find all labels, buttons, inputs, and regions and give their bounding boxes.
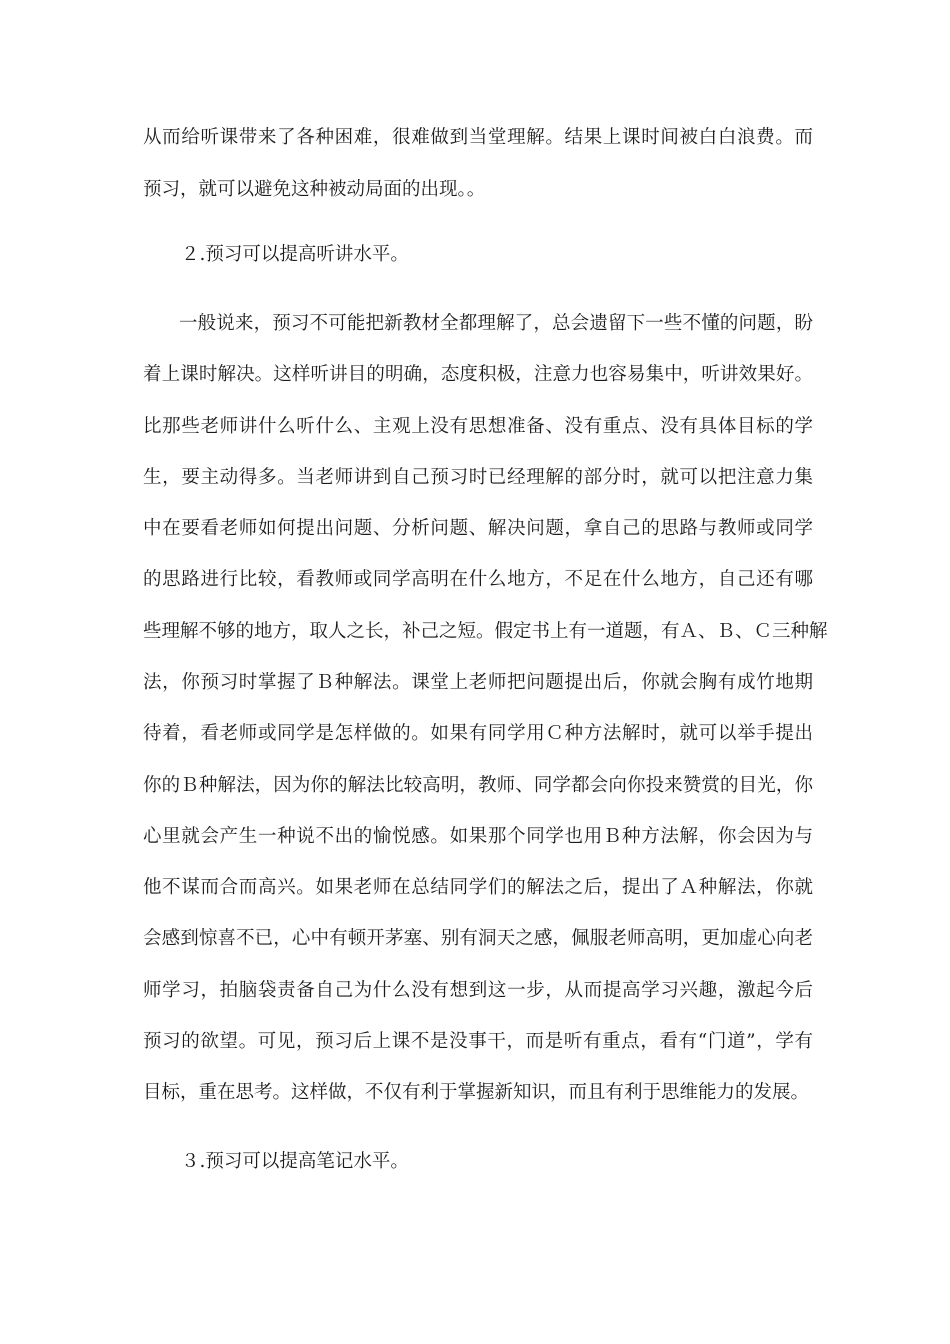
paragraph-2-line-8: 法，你预习时掌握了Ｂ种解法。课堂上老师把问题提出后，你就会胸有成竹地期 <box>143 672 813 693</box>
section-heading-2: ２.预习可以提高听讲水平。 <box>181 244 409 265</box>
paragraph-2-line-14: 师学习，拍脑袋责备自己为什么没有想到这一步，从而提高学习兴趣，激起今后 <box>143 980 813 1001</box>
paragraph-2-line-13: 会感到惊喜不已，心中有顿开茅塞、别有洞天之感，佩服老师高明，更加虚心向老 <box>143 928 813 949</box>
section-heading-3: ３.预习可以提高笔记水平。 <box>181 1151 409 1172</box>
paragraph-2-line-2: 着上课时解决。这样听讲目的明确，态度积极，注意力也容易集中，听讲效果好。 <box>143 364 813 385</box>
paragraph-2-line-11: 心里就会产生一种说不出的愉悦感。如果那个同学也用Ｂ种方法解，你会因为与 <box>143 826 813 847</box>
paragraph-1-line-2: 预习，就可以避免这种被动局面的出现。。 <box>143 179 486 200</box>
paragraph-1-line-1: 从而给听课带来了各种困难，很难做到当堂理解。结果上课时间被白白浪费。而 <box>143 127 813 148</box>
paragraph-2-line-5: 中在要看老师如何提出问题、分析问题、解决问题，拿自己的思路与教师或同学 <box>143 518 813 539</box>
paragraph-2-line-12: 他不谋而合而高兴。如果老师在总结同学们的解法之后，提出了Ａ种解法，你就 <box>143 877 813 898</box>
paragraph-2-line-16: 目标，重在思考。这样做，不仅有利于掌握新知识，而且有利于思维能力的发展。 <box>143 1082 810 1103</box>
paragraph-2-line-4: 生，要主动得多。当老师讲到自己预习时已经理解的部分时，就可以把注意力集 <box>143 467 813 488</box>
paragraph-2-line-10: 你的Ｂ种解法，因为你的解法比较高明，教师、同学都会向你投来赞赏的目光，你 <box>143 775 813 796</box>
paragraph-2-line-15: 预习的欲望。可见，预习后上课不是没事干，而是听有重点，看有“门道”，学有 <box>143 1031 813 1052</box>
paragraph-2-line-7: 些理解不够的地方，取人之长，补己之短。假定书上有一道题，有Ａ、Ｂ、Ｃ三种解 <box>143 621 828 642</box>
paragraph-2-line-3: 比那些老师讲什么听什么、主观上没有思想准备、没有重点、没有具体目标的学 <box>143 416 813 437</box>
paragraph-2-line-9: 待着，看老师或同学是怎样做的。如果有同学用Ｃ种方法解时，就可以举手提出 <box>143 723 813 744</box>
paragraph-2-line-1: 一般说来，预习不可能把新教材全都理解了，总会遗留下一些不懂的问题，盼 <box>179 313 813 334</box>
paragraph-2-line-6: 的思路进行比较，看教师或同学高明在什么地方，不足在什么地方，自己还有哪 <box>143 569 813 590</box>
